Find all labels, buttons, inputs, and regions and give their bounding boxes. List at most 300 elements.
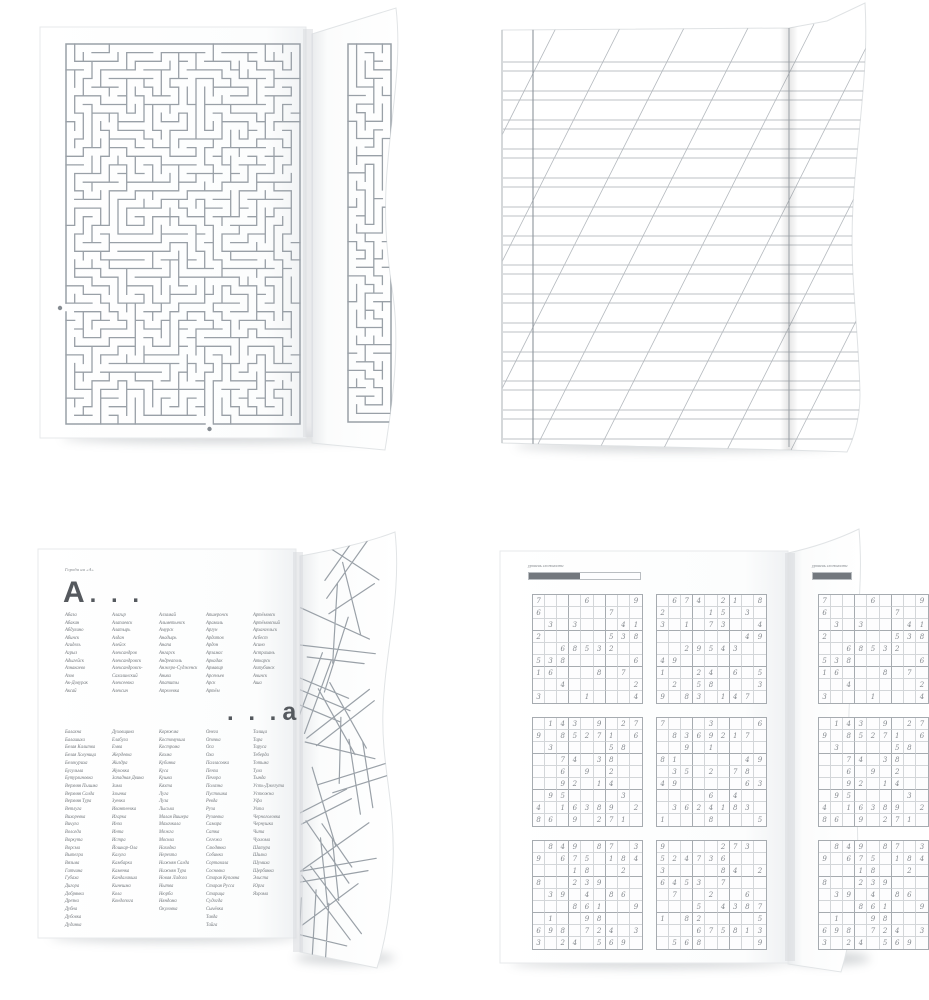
sudoku-cell: 2 <box>693 667 705 679</box>
sudoku-cell <box>880 631 892 643</box>
sudoku-cell <box>681 667 693 679</box>
city-name: Ветлуга <box>65 807 82 813</box>
sudoku-cell <box>545 631 557 643</box>
city-name: Апшеронск <box>206 613 229 618</box>
sudoku-cell <box>545 607 557 619</box>
city-name: Алейск <box>112 643 126 649</box>
city-name: Пустошка <box>206 791 228 797</box>
sudoku-cell <box>867 754 879 766</box>
sudoku-cell: 8 <box>569 643 581 655</box>
sudoku-cell <box>557 607 569 619</box>
sudoku-cell: 7 <box>867 925 879 937</box>
sudoku-cell <box>669 619 681 631</box>
sudoku-cell: 7 <box>843 754 855 766</box>
sudoku-cell: 9 <box>681 742 693 754</box>
sudoku-cell <box>545 778 557 790</box>
sudoku-cell <box>754 877 766 889</box>
sudoku-cell <box>630 937 642 949</box>
sudoku-cell <box>581 814 593 826</box>
sudoku-cell: 5 <box>557 790 569 802</box>
city-name: Артём <box>206 688 220 694</box>
sudoku-cell <box>594 631 606 643</box>
sudoku-cell <box>867 607 879 619</box>
city-name: Жуковка <box>112 768 130 774</box>
sudoku-cell <box>718 778 730 790</box>
sudoku-cell: 4 <box>657 778 669 790</box>
sudoku-cell <box>867 790 879 802</box>
city-name: Сахалинский <box>112 673 138 679</box>
sudoku-cell: 9 <box>867 913 879 925</box>
sudoku-cell: 8 <box>557 730 569 742</box>
sudoku-cell <box>669 631 681 643</box>
sudoku-cell: 2 <box>855 877 867 889</box>
notebook-page <box>502 3 866 452</box>
sudoku-cell <box>730 631 742 643</box>
sudoku-cell: 4 <box>855 937 867 949</box>
sudoku-cell <box>855 742 867 754</box>
sudoku-cell <box>880 889 892 901</box>
sudoku-cell <box>892 595 904 607</box>
city-column <box>206 729 239 929</box>
sudoku-cell <box>557 691 569 703</box>
sudoku-cell: 7 <box>594 730 606 742</box>
sudoku-cell <box>880 679 892 691</box>
city-name: Аркадак <box>206 658 223 664</box>
city-name: Оса <box>206 745 214 751</box>
sudoku-cell: 6 <box>630 730 642 742</box>
sudoku-cell <box>904 877 916 889</box>
sudoku-cell: 2 <box>916 802 928 814</box>
sudoku-cell: 9 <box>669 655 681 667</box>
sudoku-cell <box>545 595 557 607</box>
sudoku-cell: 4 <box>705 667 717 679</box>
sudoku-cell: 4 <box>630 853 642 865</box>
sudoku-cell: 8 <box>855 901 867 913</box>
sudoku-cell: 1 <box>730 595 742 607</box>
city-name: Жердевка <box>112 753 132 759</box>
city-name: Арзамас <box>206 650 223 656</box>
sudoku-cell: 3 <box>754 925 766 937</box>
sudoku-cell <box>916 742 928 754</box>
city-name: Добрянка <box>65 891 84 897</box>
sudoku-cell <box>545 853 557 865</box>
sudoku-cell <box>819 790 831 802</box>
sudoku-cell <box>819 889 831 901</box>
sudoku-cell: 8 <box>843 655 855 667</box>
city-name: Елабуга <box>112 737 128 743</box>
sudoku-cell: 3 <box>705 853 717 865</box>
city-name: Калуга <box>112 853 126 859</box>
sudoku-cell <box>754 655 766 667</box>
sudoku-cell: 7 <box>618 667 630 679</box>
city-name: Дубовка <box>65 914 82 920</box>
sudoku-cell <box>718 667 730 679</box>
city-name: Черноголовка <box>253 814 281 820</box>
city-name: Палласовка <box>206 760 229 766</box>
sudoku-cell: 5 <box>533 655 545 667</box>
sudoku-cell <box>831 802 843 814</box>
sudoku-cell <box>904 655 916 667</box>
sudoku-cell <box>705 865 717 877</box>
sudoku-cell: 6 <box>545 814 557 826</box>
sudoku-cell: 7 <box>581 925 593 937</box>
sudoku-cell <box>916 607 928 619</box>
city-name: Старая Русса <box>206 884 235 890</box>
sudoku-cell <box>533 754 545 766</box>
sudoku-cell <box>533 901 545 913</box>
sudoku-cell: 9 <box>855 814 867 826</box>
sudoku-cell <box>819 619 831 631</box>
sudoku-cell: 3 <box>916 841 928 853</box>
city-name: Адыгейск <box>65 658 84 664</box>
sudoku-cell <box>669 667 681 679</box>
city-name: Кубинка <box>159 760 176 766</box>
sudoku-cell <box>681 607 693 619</box>
city-name: Аткарск <box>253 658 271 664</box>
city-name: Сегежа <box>206 837 222 843</box>
sudoku-cell: 8 <box>730 802 742 814</box>
sudoku-cell: 2 <box>916 679 928 691</box>
sudoku-cell: 3 <box>545 742 557 754</box>
sudoku-cell: 7 <box>557 754 569 766</box>
sudoku-cell <box>855 655 867 667</box>
city-name: Архангельск <box>253 628 278 634</box>
sudoku-cell: 2 <box>630 679 642 691</box>
city-name: Чернушка <box>253 822 274 828</box>
sudoku-cell <box>606 877 618 889</box>
sudoku-cell: 4 <box>618 619 630 631</box>
sudoku-cell <box>867 937 879 949</box>
sudoku-cell <box>742 790 754 802</box>
sudoku-cell <box>581 667 593 679</box>
city-name: Сосновка <box>206 868 225 874</box>
sudoku-cell: 1 <box>618 814 630 826</box>
city-name: Опочка <box>206 737 221 743</box>
sudoku-cell <box>855 889 867 901</box>
sudoku-cell: 8 <box>880 841 892 853</box>
sudoku-cell: 8 <box>630 631 642 643</box>
sudoku-cell <box>569 595 581 607</box>
sudoku-cell <box>831 901 843 913</box>
sudoku-cell <box>630 607 642 619</box>
sudoku-cell <box>693 631 705 643</box>
sudoku-cell: 5 <box>606 742 618 754</box>
sudoku-cell <box>594 655 606 667</box>
heading-dots: . . . <box>89 581 144 608</box>
city-name: Ангарск <box>159 650 175 656</box>
city-name: Дудинка <box>65 922 82 928</box>
sudoku-cell <box>867 778 879 790</box>
sudoku-cell: 6 <box>855 802 867 814</box>
sudoku-cell: 1 <box>581 691 593 703</box>
sudoku-cell <box>594 679 606 691</box>
city-name: Юрга <box>253 884 265 890</box>
sudoku-cell <box>742 643 754 655</box>
sudoku-cell: 1 <box>657 667 669 679</box>
city-name: Ардатов <box>206 635 224 641</box>
sudoku-cell: 4 <box>718 643 730 655</box>
sudoku-cell: 7 <box>569 853 581 865</box>
city-name: Можга <box>159 830 174 836</box>
sudoku-cell <box>705 595 717 607</box>
sudoku-cell: 1 <box>681 619 693 631</box>
city-column <box>65 612 88 696</box>
difficulty-label-next-page: уровень сложности <box>812 563 848 568</box>
sudoku-cell: 1 <box>831 913 843 925</box>
sudoku-cell: 1 <box>657 814 669 826</box>
sudoku-cell <box>606 865 618 877</box>
sudoku-cell: 1 <box>892 730 904 742</box>
sudoku-cell <box>867 679 879 691</box>
sudoku-cell: 6 <box>819 925 831 937</box>
city-name: Анапа <box>159 643 172 649</box>
sudoku-cell <box>754 790 766 802</box>
sudoku-cell <box>557 742 569 754</box>
city-name: Губаха <box>65 876 79 882</box>
sudoku-cell <box>669 925 681 937</box>
sudoku-cell <box>681 925 693 937</box>
city-name: Кяхта <box>159 783 173 789</box>
page-gutter <box>303 29 313 437</box>
sudoku-cell: 4 <box>581 889 593 901</box>
sudoku-cell <box>819 841 831 853</box>
sudoku-cell <box>630 754 642 766</box>
sudoku-cell <box>618 607 630 619</box>
sudoku-cell: 4 <box>742 754 754 766</box>
sudoku-cell <box>916 889 928 901</box>
city-name: Ардон <box>206 643 219 649</box>
sudoku-cell <box>581 778 593 790</box>
sudoku-cell <box>618 778 630 790</box>
sudoku-cell: 4 <box>557 679 569 691</box>
sudoku-cell <box>892 691 904 703</box>
sudoku-cell <box>831 730 843 742</box>
sudoku-cell <box>594 790 606 802</box>
sudoku-cell: 7 <box>657 718 669 730</box>
sudoku-cell <box>657 730 669 742</box>
sudoku-cell <box>594 766 606 778</box>
sudoku-cell <box>557 865 569 877</box>
sudoku-cell <box>669 742 681 754</box>
sudoku-cell: 8 <box>843 925 855 937</box>
city-name: Алексеевка <box>112 681 134 687</box>
city-name: Артёмовск <box>253 613 276 618</box>
sudoku-cell <box>754 841 766 853</box>
sudoku-cell: 8 <box>594 913 606 925</box>
city-name: Кондопога <box>112 899 134 905</box>
sudoku-cell <box>892 877 904 889</box>
city-name: Пенза <box>206 768 218 774</box>
sudoku-cell <box>533 889 545 901</box>
sudoku-cell: 1 <box>718 691 730 703</box>
city-name: Инза <box>112 822 122 828</box>
city-name: Азнакаево <box>65 666 86 672</box>
city-name: Тотьма <box>253 760 269 766</box>
sudoku-cell: 5 <box>681 877 693 889</box>
sudoku-cell: 4 <box>843 841 855 853</box>
city-name: Алдан <box>112 635 124 641</box>
sudoku-cell <box>606 718 618 730</box>
sudoku-cell <box>533 619 545 631</box>
city-name: Камбарка <box>112 860 132 866</box>
sudoku-cell <box>657 766 669 778</box>
sudoku-cell: 7 <box>606 607 618 619</box>
sudoku-cell <box>730 655 742 667</box>
sudoku-cell <box>669 607 681 619</box>
sudoku-cell: 1 <box>657 913 669 925</box>
city-column <box>159 729 189 914</box>
city-name: Шилка <box>253 853 267 859</box>
sudoku-cell: 8 <box>618 853 630 865</box>
sudoku-cell: 8 <box>819 814 831 826</box>
sudoku-cell: 1 <box>855 865 867 877</box>
city-name: Жиздра <box>112 760 128 766</box>
sudoku-cell <box>581 841 593 853</box>
city-name: Ухта <box>253 807 264 813</box>
sudoku-cell: 3 <box>819 691 831 703</box>
sudoku-cell <box>904 754 916 766</box>
sudoku-cell: 3 <box>754 778 766 790</box>
sudoku-cell: 2 <box>594 925 606 937</box>
sudoku-cell <box>618 925 630 937</box>
sudoku-cell: 3 <box>533 691 545 703</box>
sudoku-cell <box>594 889 606 901</box>
sudoku-cell: 4 <box>867 889 879 901</box>
sudoku-cell: 3 <box>657 619 669 631</box>
sudoku-cell <box>819 742 831 754</box>
sudoku-cell: 3 <box>618 631 630 643</box>
city-name: Алатырь <box>112 628 131 634</box>
sudoku-cell: 9 <box>594 718 606 730</box>
sudoku-cell <box>730 718 742 730</box>
sudoku-cell: 6 <box>533 925 545 937</box>
sudoku-cell: 1 <box>630 619 642 631</box>
sudoku-cell: 1 <box>730 730 742 742</box>
sudoku-cell <box>916 778 928 790</box>
sudoku-cell: 8 <box>916 631 928 643</box>
sudoku-cell: 7 <box>718 877 730 889</box>
sudoku-cell: 3 <box>594 643 606 655</box>
sudoku-cell: 6 <box>669 595 681 607</box>
sudoku-cell <box>693 619 705 631</box>
city-name: Новая Ладога <box>159 876 187 882</box>
sudoku-cell: 4 <box>718 901 730 913</box>
sudoku-cell: 8 <box>606 889 618 901</box>
city-name: Самара <box>206 822 222 828</box>
sudoku-cell <box>630 778 642 790</box>
city-name: Тара <box>253 737 263 743</box>
sudoku-cell: 3 <box>594 754 606 766</box>
sudoku-cell: 3 <box>630 925 642 937</box>
sudoku-cell: 1 <box>742 925 754 937</box>
sudoku-cell <box>669 841 681 853</box>
sudoku-cell <box>533 643 545 655</box>
sudoku-cell <box>557 619 569 631</box>
sudoku-cell: 6 <box>843 853 855 865</box>
sudoku-grid-partial <box>818 594 929 704</box>
sudoku-cell <box>916 865 928 877</box>
city-column <box>112 729 144 906</box>
sudoku-cell <box>819 778 831 790</box>
sudoku-cell: 1 <box>594 778 606 790</box>
sudoku-cell: 9 <box>916 595 928 607</box>
sudoku-cell <box>705 778 717 790</box>
city-name: Онега <box>206 730 218 735</box>
sudoku-cell <box>581 742 593 754</box>
sudoku-cell: 8 <box>855 643 867 655</box>
sudoku-cell: 8 <box>904 742 916 754</box>
sudoku-cell <box>545 865 557 877</box>
sudoku-cell: 1 <box>533 667 545 679</box>
sudoku-cell <box>892 865 904 877</box>
sudoku-cell: 6 <box>742 889 754 901</box>
city-name: Сатка <box>206 830 220 836</box>
cities-page-header: Города на «А» <box>65 567 94 572</box>
sudoku-cell <box>904 730 916 742</box>
sudoku-cell <box>630 766 642 778</box>
sudoku-cell <box>831 877 843 889</box>
sudoku-cell: 6 <box>657 877 669 889</box>
sudoku-cell: 9 <box>754 754 766 766</box>
heading-ends-with-a <box>222 698 297 728</box>
sudoku-cell: 2 <box>904 718 916 730</box>
sudoku-cell <box>545 877 557 889</box>
city-name: Дубна <box>65 907 78 913</box>
city-name: Алзамай <box>159 613 176 618</box>
sudoku-cell: 9 <box>581 913 593 925</box>
sudoku-cell <box>705 754 717 766</box>
city-name: Ивантеевка <box>112 807 137 813</box>
sudoku-cell: 3 <box>904 790 916 802</box>
city-name: Апатиты <box>159 681 179 687</box>
city-name: Абакан <box>65 620 80 626</box>
sudoku-cell <box>904 643 916 655</box>
sudoku-cell: 1 <box>831 718 843 730</box>
sudoku-cell: 7 <box>916 718 928 730</box>
sudoku-cell <box>730 814 742 826</box>
sudoku-cell <box>569 667 581 679</box>
city-name: Рузаевка <box>206 814 224 820</box>
torn-page-edge <box>312 8 398 450</box>
sudoku-cell <box>843 667 855 679</box>
sudoku-cell <box>557 814 569 826</box>
sudoku-cell: 6 <box>904 889 916 901</box>
sudoku-cell: 6 <box>843 643 855 655</box>
sudoku-cell: 9 <box>831 925 843 937</box>
sudoku-cell <box>742 619 754 631</box>
city-name: Зима <box>112 783 122 789</box>
maze-spread <box>0 0 449 500</box>
sudoku-cell <box>754 766 766 778</box>
sudoku-cell: 8 <box>681 913 693 925</box>
sudoku-cell <box>880 865 892 877</box>
city-name: Таруса <box>253 745 267 751</box>
sudoku-cell <box>730 679 742 691</box>
city-name: Амурск <box>159 628 174 634</box>
sudoku-cell: 2 <box>819 631 831 643</box>
sudoku-cell: 5 <box>657 853 669 865</box>
sudoku-grid <box>532 840 643 950</box>
sudoku-grid-partial <box>818 717 929 827</box>
city-name: Асино <box>253 643 265 649</box>
sudoku-cell: 4 <box>633 693 639 701</box>
sudoku-cell: 3 <box>880 643 892 655</box>
sudoku-cell <box>606 691 618 703</box>
sudoku-cell <box>569 607 581 619</box>
sudoku-cell <box>681 754 693 766</box>
sudoku-cell: 4 <box>855 754 867 766</box>
sudoku-cell <box>557 595 569 607</box>
